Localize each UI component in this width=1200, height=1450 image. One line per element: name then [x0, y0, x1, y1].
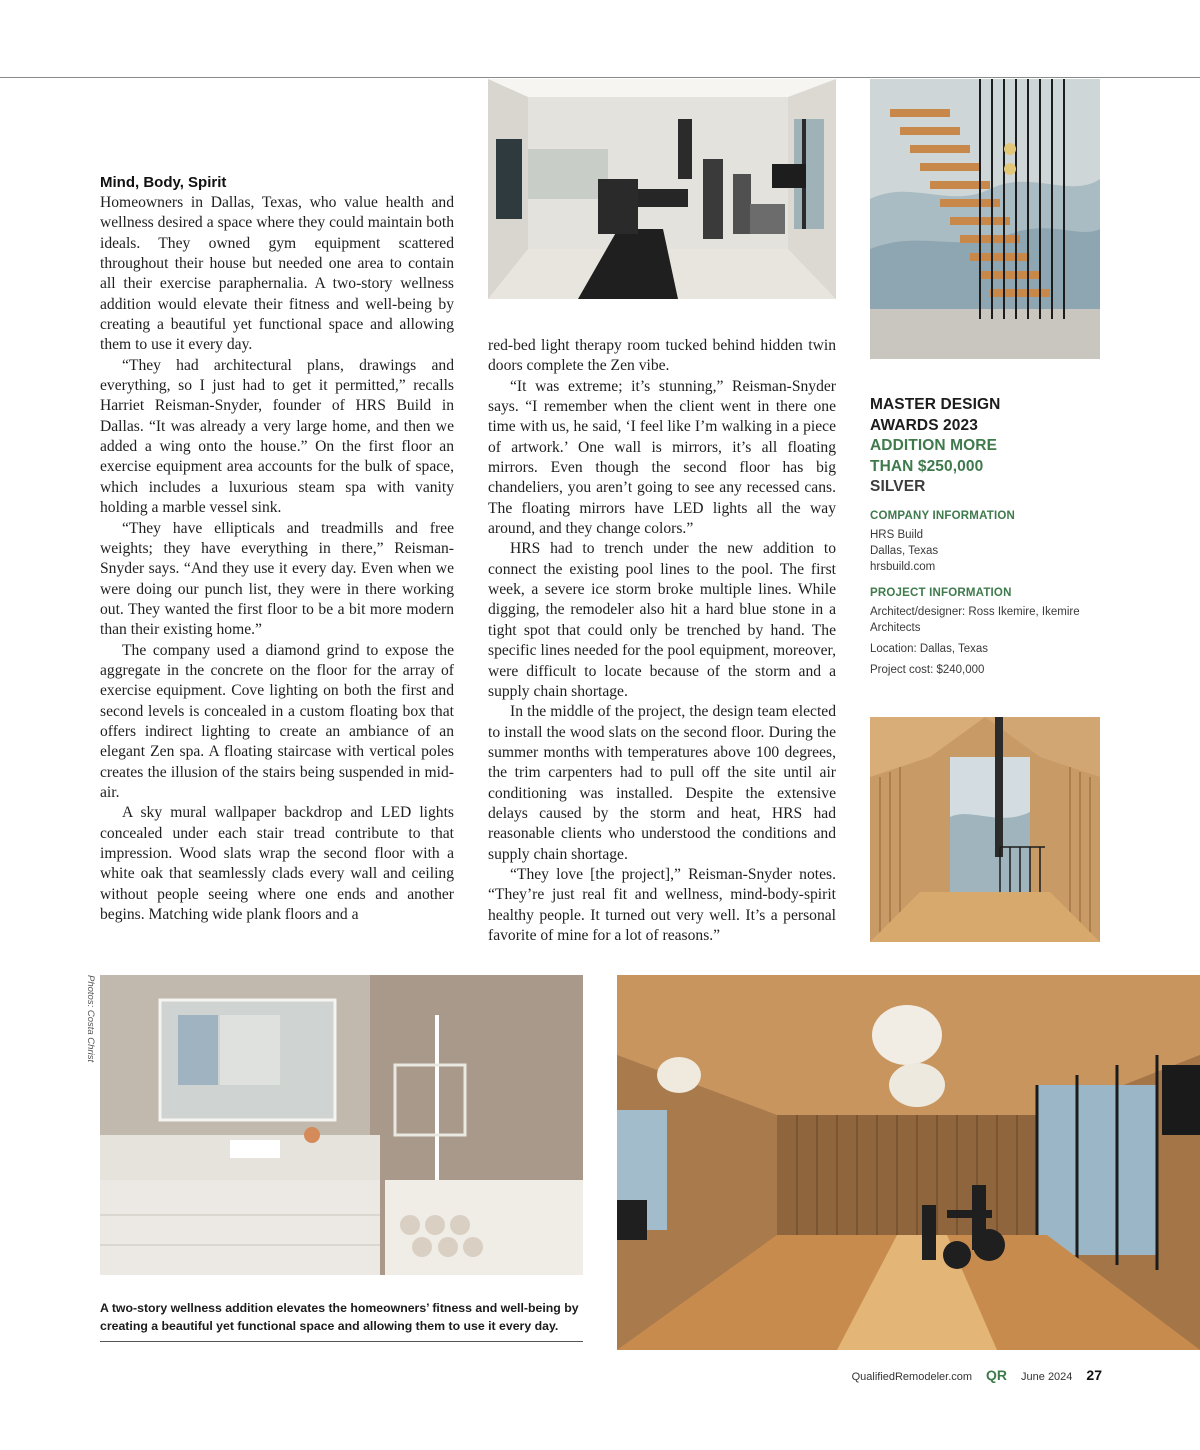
photo-credit-text: Photos: Costa Christ [85, 975, 96, 1063]
paragraph: “They had architectural plans, drawings and everything, so I just had to get it permitted,” recalls Harriet Reisman-Snyder, founder of HRS Build in Dallas. “It was already a very large home, and then we added a wing onto the house.” On the first floor an exercise equipment area accounts for the bulk of space, which includes a luxurious steam spa with vanity holding a marble vessel sink. [100, 356, 454, 517]
photo-floating-staircase [870, 79, 1100, 359]
paragraph: “They love [the project],” Reisman-Snyder notes. “They’re just real fit and wellness, mind-body-spirit healthy people. It turned out very well. It’s a personal favorite of mine for a lot of reasons.” [488, 865, 836, 944]
article-column-1 [100, 173, 454, 925]
photo-credit [84, 975, 98, 1075]
project-architect: Architect/designer: Ross Ikemire, Ikemire Architects [870, 605, 1080, 634]
award-category-line: ADDITION MORE [870, 437, 998, 454]
award-category-line: THAN $250,000 [870, 457, 984, 475]
page-footer [852, 1367, 1102, 1383]
award-title-line: AWARDS 2023 [870, 416, 978, 434]
footer-website: QualifiedRemodeler.com [851, 1371, 973, 1383]
footer-logo: QR [986, 1367, 1008, 1383]
photo-caption: A two-story wellness addition elevates the homeowners’ fitness and well-being by creating a beautiful yet functional space and allowing them to use it every day. [100, 1300, 583, 1342]
project-location: Location: Dallas, Texas [870, 642, 989, 655]
paragraph: Homeowners in Dallas, Texas, who value health and wellness desired a space where they could maintain both ideals. They owned gym equipment scattered throughout their house but needed one area to contain all their exercise paraphernalia. A two-story wellness addition would elevate their fitness and well-being by creating a beautiful yet functional space and allowing them to use it every day. [100, 194, 454, 354]
photo-fitness-room-upper [617, 975, 1200, 1350]
company-name: HRS Build [870, 528, 924, 541]
award-title-line: MASTER DESIGN [870, 396, 1001, 413]
award-level: SILVER [870, 478, 926, 495]
paragraph: red-bed light therapy room tucked behind hidden twin doors complete the Zen vibe. [488, 337, 836, 375]
paragraph: The company used a diamond grind to expose the aggregate in the concrete on the floor for the array of exercise equipment. Cove lighting on both the first and second levels is concealed in a custom floating box that offers indirect lighting to create an ambiance of an elegant Zen spa. A floating staircase with vertical poles creates the illusion of the stairs being suspended in mid-air. [100, 641, 454, 801]
photo-gym-room [488, 79, 836, 299]
section-subhead: Mind, Body, Spirit [100, 174, 227, 191]
page-number: 27 [1086, 1367, 1102, 1383]
company-website: hrsbuild.com [870, 560, 936, 573]
company-city: Dallas, Texas [870, 544, 939, 557]
paragraph: “They have ellipticals and treadmills and free weights; they have everything in there,” Reisman-Snyder says. “And they use it every day. Even when we were doing our punch list, they were in there working out. They wanted the first floor to be a bit more modern than their existing home.” [100, 519, 454, 639]
project-info-heading: PROJECT INFORMATION [870, 586, 1012, 599]
paragraph: In the middle of the project, the design team elected to install the wood slats on the second floor. During the summer months with temperatures above 100 degrees, the trim carpenters had to pull off the site until air conditioning was installed. Despite the extensive delays caused by the storm and heat, HRS had reasonable clients who understood the conditions and supply chain shortage. [488, 703, 836, 863]
paragraph: HRS had to trench under the new addition to connect the existing pool lines to the pool. The first week, a severe ice storm broke multiple lines. While digging, the remodeler also hit a hard blue stone in a tight spot that could only be trenched by hand. The specific lines needed for the pool equipment, moreover, were difficult to locate because of the storm and a supply chain shortage. [488, 540, 836, 700]
award-sidebar [870, 395, 1100, 678]
project-cost: Project cost: $240,000 [870, 663, 985, 676]
article-column-2 [488, 336, 836, 946]
top-rule [0, 77, 1200, 78]
paragraph: A sky mural wallpaper backdrop and LED lights concealed under each stair tread contribute to that impression. Wood slats wrap the second floor with a white oak that seamlessly clads every wall and ceiling without people seeing where one ends and another begins. Matching wide plank floors and a [100, 804, 454, 924]
paragraph: “It was extreme; it’s stunning,” Reisman-Snyder says. “I remember when the client went in there one time with us, he said, ‘I feel like I’m walking in a piece of artwork.’ One wall is mirrors, it’s all floating mirrors. Even though the second floor has big chandeliers, you aren’t going to see any recessed cans. The floating mirrors have LED lights all the way around, and they change colors.” [488, 377, 836, 538]
company-info-heading: COMPANY INFORMATION [870, 509, 1015, 522]
photo-steam-spa-bath [100, 975, 583, 1275]
photo-wood-slat-landing [870, 717, 1100, 942]
footer-date: June 2024 [1021, 1371, 1073, 1383]
